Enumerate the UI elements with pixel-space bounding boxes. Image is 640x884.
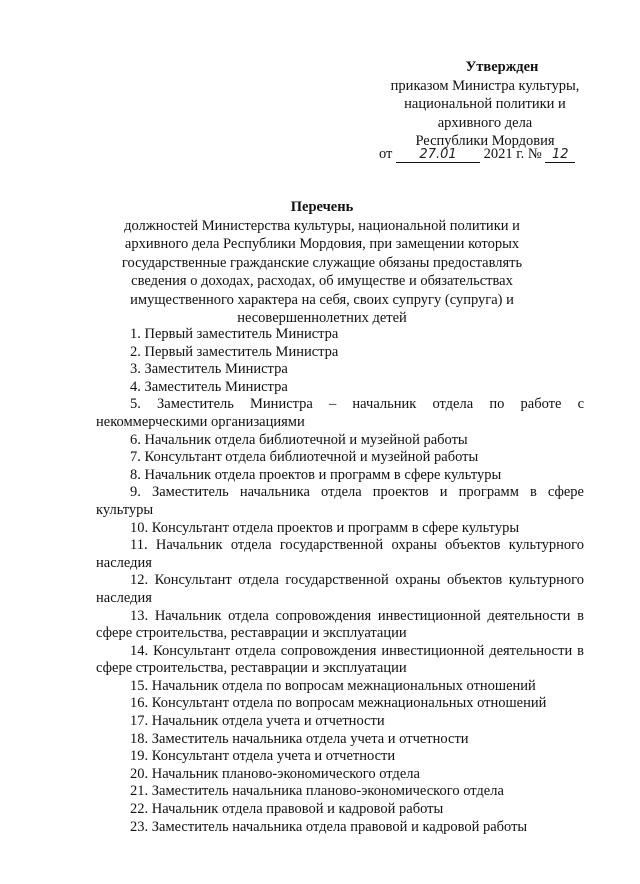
list-item: 5. Заместитель Министра – начальник отдела по работе с некоммерческими организациями — [96, 396, 584, 430]
list-item: 6. Начальник отдела библиотечной и музейной работы — [130, 431, 468, 448]
list-item: 4. Заместитель Министра — [130, 378, 288, 395]
year-and-number-label: 2021 г. № — [483, 146, 542, 162]
list-item: 22. Начальник отдела правовой и кадровой работы — [130, 801, 444, 818]
list-item: 15. Начальник отдела по вопросам межнациональных отношений — [130, 677, 536, 694]
list-item: 14. Консультант отдела сопровождения инвестиционной деятельности в сфере строительства, реставрации и эксплуатации — [96, 642, 584, 677]
list-item: 16. Консультант отдела по вопросам межнациональных отношений — [130, 695, 547, 712]
list-item: 8. Начальник отдела проектов и программ в сфере культуры — [130, 466, 502, 483]
list-item: 1. Первый заместитель Министра — [130, 326, 339, 342]
document-subtitle: должностей Министерства культуры, национальной политики и архивного дела Республики Мордовия, при замещении которых государственные гражданские служащие обязаны предоставлять сведения о доходах, расходах, об имуществе и обязательствах имущественного характера на себя, своих супругу (супруга) и несовершеннолетних детей — [121, 217, 523, 326]
list-item: 9. Заместитель начальника отдела проектов и программ в сфере культуры — [96, 484, 584, 518]
document-title: Перечень — [290, 199, 354, 215]
positions-list — [96, 326, 584, 836]
approval-line: приказом Министра культуры, — [390, 77, 580, 94]
list-item: 18. Заместитель начальника отдела учета и отчетности — [130, 730, 469, 747]
date-prefix: от — [379, 146, 393, 162]
list-item: 23. Заместитель начальника отдела правовой и кадровой работы — [130, 818, 528, 835]
list-item: 3. Заместитель Министра — [130, 361, 288, 378]
handwritten-order-number: 12 — [545, 147, 575, 163]
list-item: 13. Начальник отдела сопровождения инвестиционной деятельности в сфере строительства, реставрации и эксплуатации — [96, 607, 584, 642]
list-item: 7. Консультант отдела библиотечной и музейной работы — [130, 449, 479, 466]
list-item: 11. Начальник отдела государственной охраны объектов культурного наследия — [96, 537, 584, 571]
list-item: 20. Начальник планово-экономического отдела — [130, 765, 420, 782]
approval-block — [360, 58, 610, 151]
list-item: 21. Заместитель начальника планово-экономического отдела — [130, 783, 504, 800]
approval-line: национальной политики и — [404, 96, 566, 112]
approval-heading: Утвержден — [465, 59, 539, 75]
approval-line: Республики Мордовия — [415, 133, 555, 149]
list-item: 17. Начальник отдела учета и отчетности — [130, 713, 385, 730]
list-item: 19. Консультант отдела учета и отчетности — [130, 748, 396, 765]
approval-date-line — [379, 145, 575, 163]
handwritten-date: 27.01 — [396, 147, 480, 163]
list-item: 10. Консультант отдела проектов и программ в сфере культуры — [130, 519, 520, 536]
approval-line: архивного дела — [437, 114, 533, 131]
list-item: 2. Первый заместитель Министра — [130, 343, 339, 360]
list-item: 12. Консультант отдела государственной охраны объектов культурного наследия — [96, 572, 584, 606]
document-title-block — [100, 198, 544, 328]
